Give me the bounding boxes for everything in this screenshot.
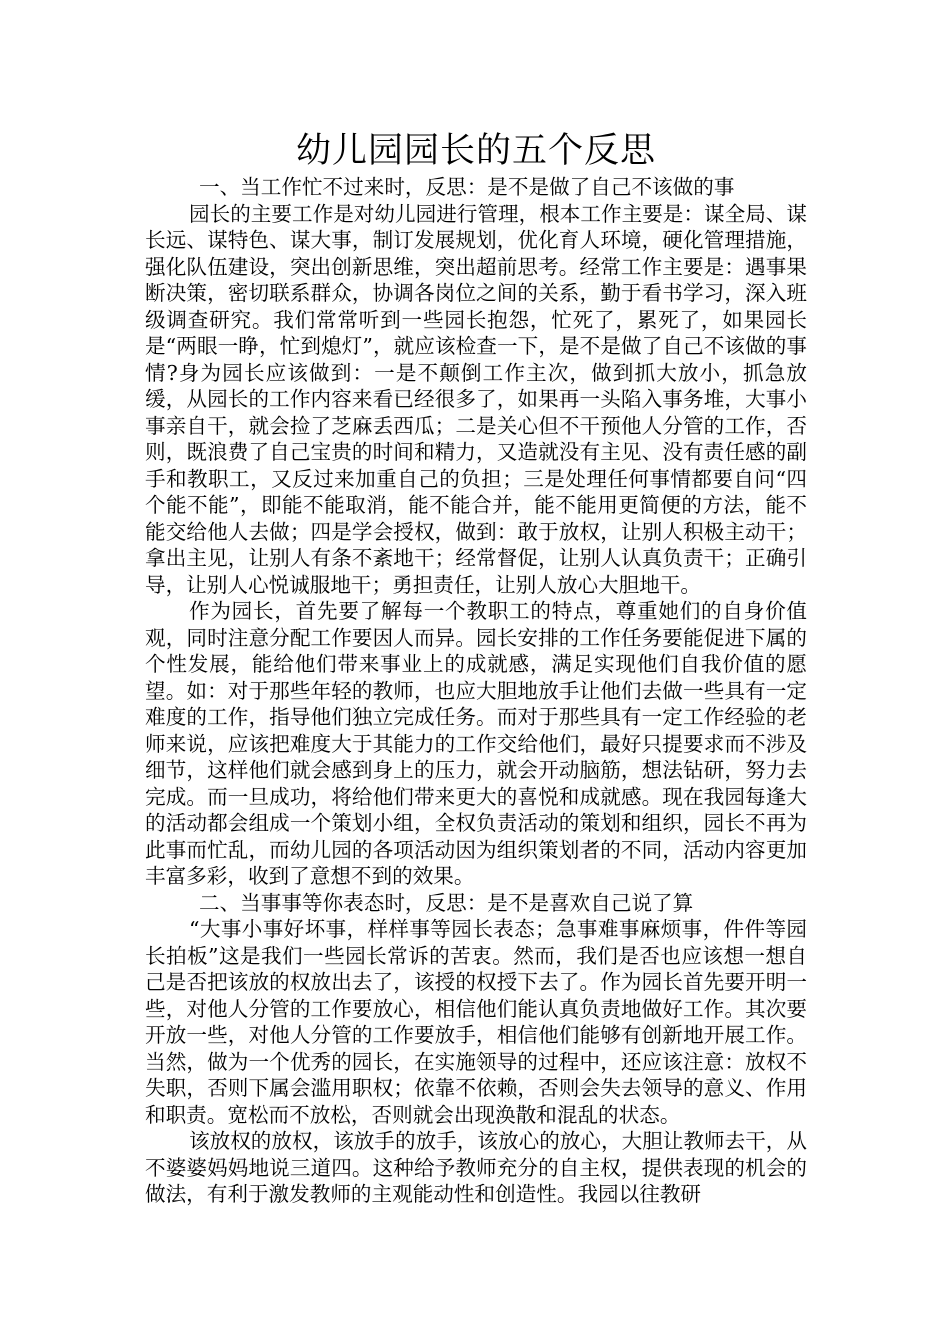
section-heading-1: 一、当工作忙不过来时，反思：是不是做了自己不该做的事 (199, 175, 735, 199)
body-paragraph-4: 该放权的放权，该放手的放手，该放心的放心，大胆让教师去干，从不婆婆妈妈地说三道四。这种给予教师充分的自主权，提供表现的机会的做法，有利于激发教师的主观能动性和创造性。我园以往教研 (145, 1129, 807, 1206)
body-paragraph-3: “大事小事好坏事，样样事等园长表态；急事难事麻烦事，件件等园长拍板”这是我们一些园长常诉的苦衷。然而，我们是否也应该想一想自己是否把该放的权放出去了，该授的权授下去了。作为园长首先要开明一些，对他人分管的工作要放心，相信他们能认真负责地做好工作。其次要开放一些，对他人分管的工作要放手，相信他们能够有创新地开展工作。当然，做为一个优秀的园长，在实施领导的过程中，还应该注意：放权不失职，否则下属会滥用职权；依靠不依赖，否则会失去领导的意义、作用和职责。宽松而不放松，否则就会出现涣散和混乱的状态。 (145, 917, 807, 1127)
body-paragraph-1: 园长的主要工作是对幼儿园进行管理，根本工作主要是：谋全局、谋长远、谋特色、谋大事，制订发展规划，优化育人环境，硬化管理措施，强化队伍建设，突出创新思维，突出超前思考。经常工作主要是：遇事果断决策，密切联系群众，协调各岗位之间的关系，勤于看书学习，深入班级调查研究。我们常常听到一些园长抱怨，忙死了，累死了，如果园长是“两眼一睁，忙到熄灯”，就应该检查一下，是不是做了自己不该做的事情?身为园长应该做到：一是不颠倒工作主次，做到抓大放小，抓急放缓，从园长的工作内容来看已经很多了，如果再一头陷入事务堆，大事小事亲自干，就会捡了芝麻丢西瓜；二是关心但不干预他人分管的工作，否则，既浪费了自己宝贵的时间和精力，又造就没有主见、没有责任感的副手和教职工，又反过来加重自己的负担；三是处理任何事情都要自问“四个能不能”，即能不能取消，能不能合并，能不能用更简便的方法，能不能交给他人去做；四是学会授权，做到：敢于放权，让别人积极主动干；拿出主见，让别人有条不紊地干；经常督促，让别人认真负责干；正确引导，让别人心悦诚服地干；勇担责任，让别人放心大胆地干。 (145, 201, 807, 597)
section-heading-2: 二、当事事等你表态时，反思：是不是喜欢自己说了算 (199, 890, 694, 915)
body-paragraph-2: 作为园长，首先要了解每一个教职工的特点，尊重她们的自身价值观，同时注意分配工作要因人而异。园长安排的工作任务要能促进下属的个性发展，能给他们带来事业上的成就感，满足实现他们自我价值的愿望。如：对于那些年轻的教师，也应大胆地放手让他们去做一些具有一定难度的工作，指导他们独立完成任务。而对于那些具有一定工作经验的老师来说，应该把难度大于其能力的工作交给他们，最好只提要求而不涉及细节，这样他们就会感到身上的压力，就会开动脑筋，想法钻研，努力去完成。而一旦成功，将给他们带来更大的喜悦和成就感。现在我园每逢大的活动都会组成一个策划小组，全权负责活动的策划和组织，园长不再为此事而忙乱，而幼儿园的各项活动因为组织策划者的不同，活动内容更加丰富多彩，收到了意想不到的效果。 (145, 599, 807, 888)
document-title: 幼儿园园长的五个反思 (295, 131, 656, 171)
document-page (145, 128, 807, 1208)
